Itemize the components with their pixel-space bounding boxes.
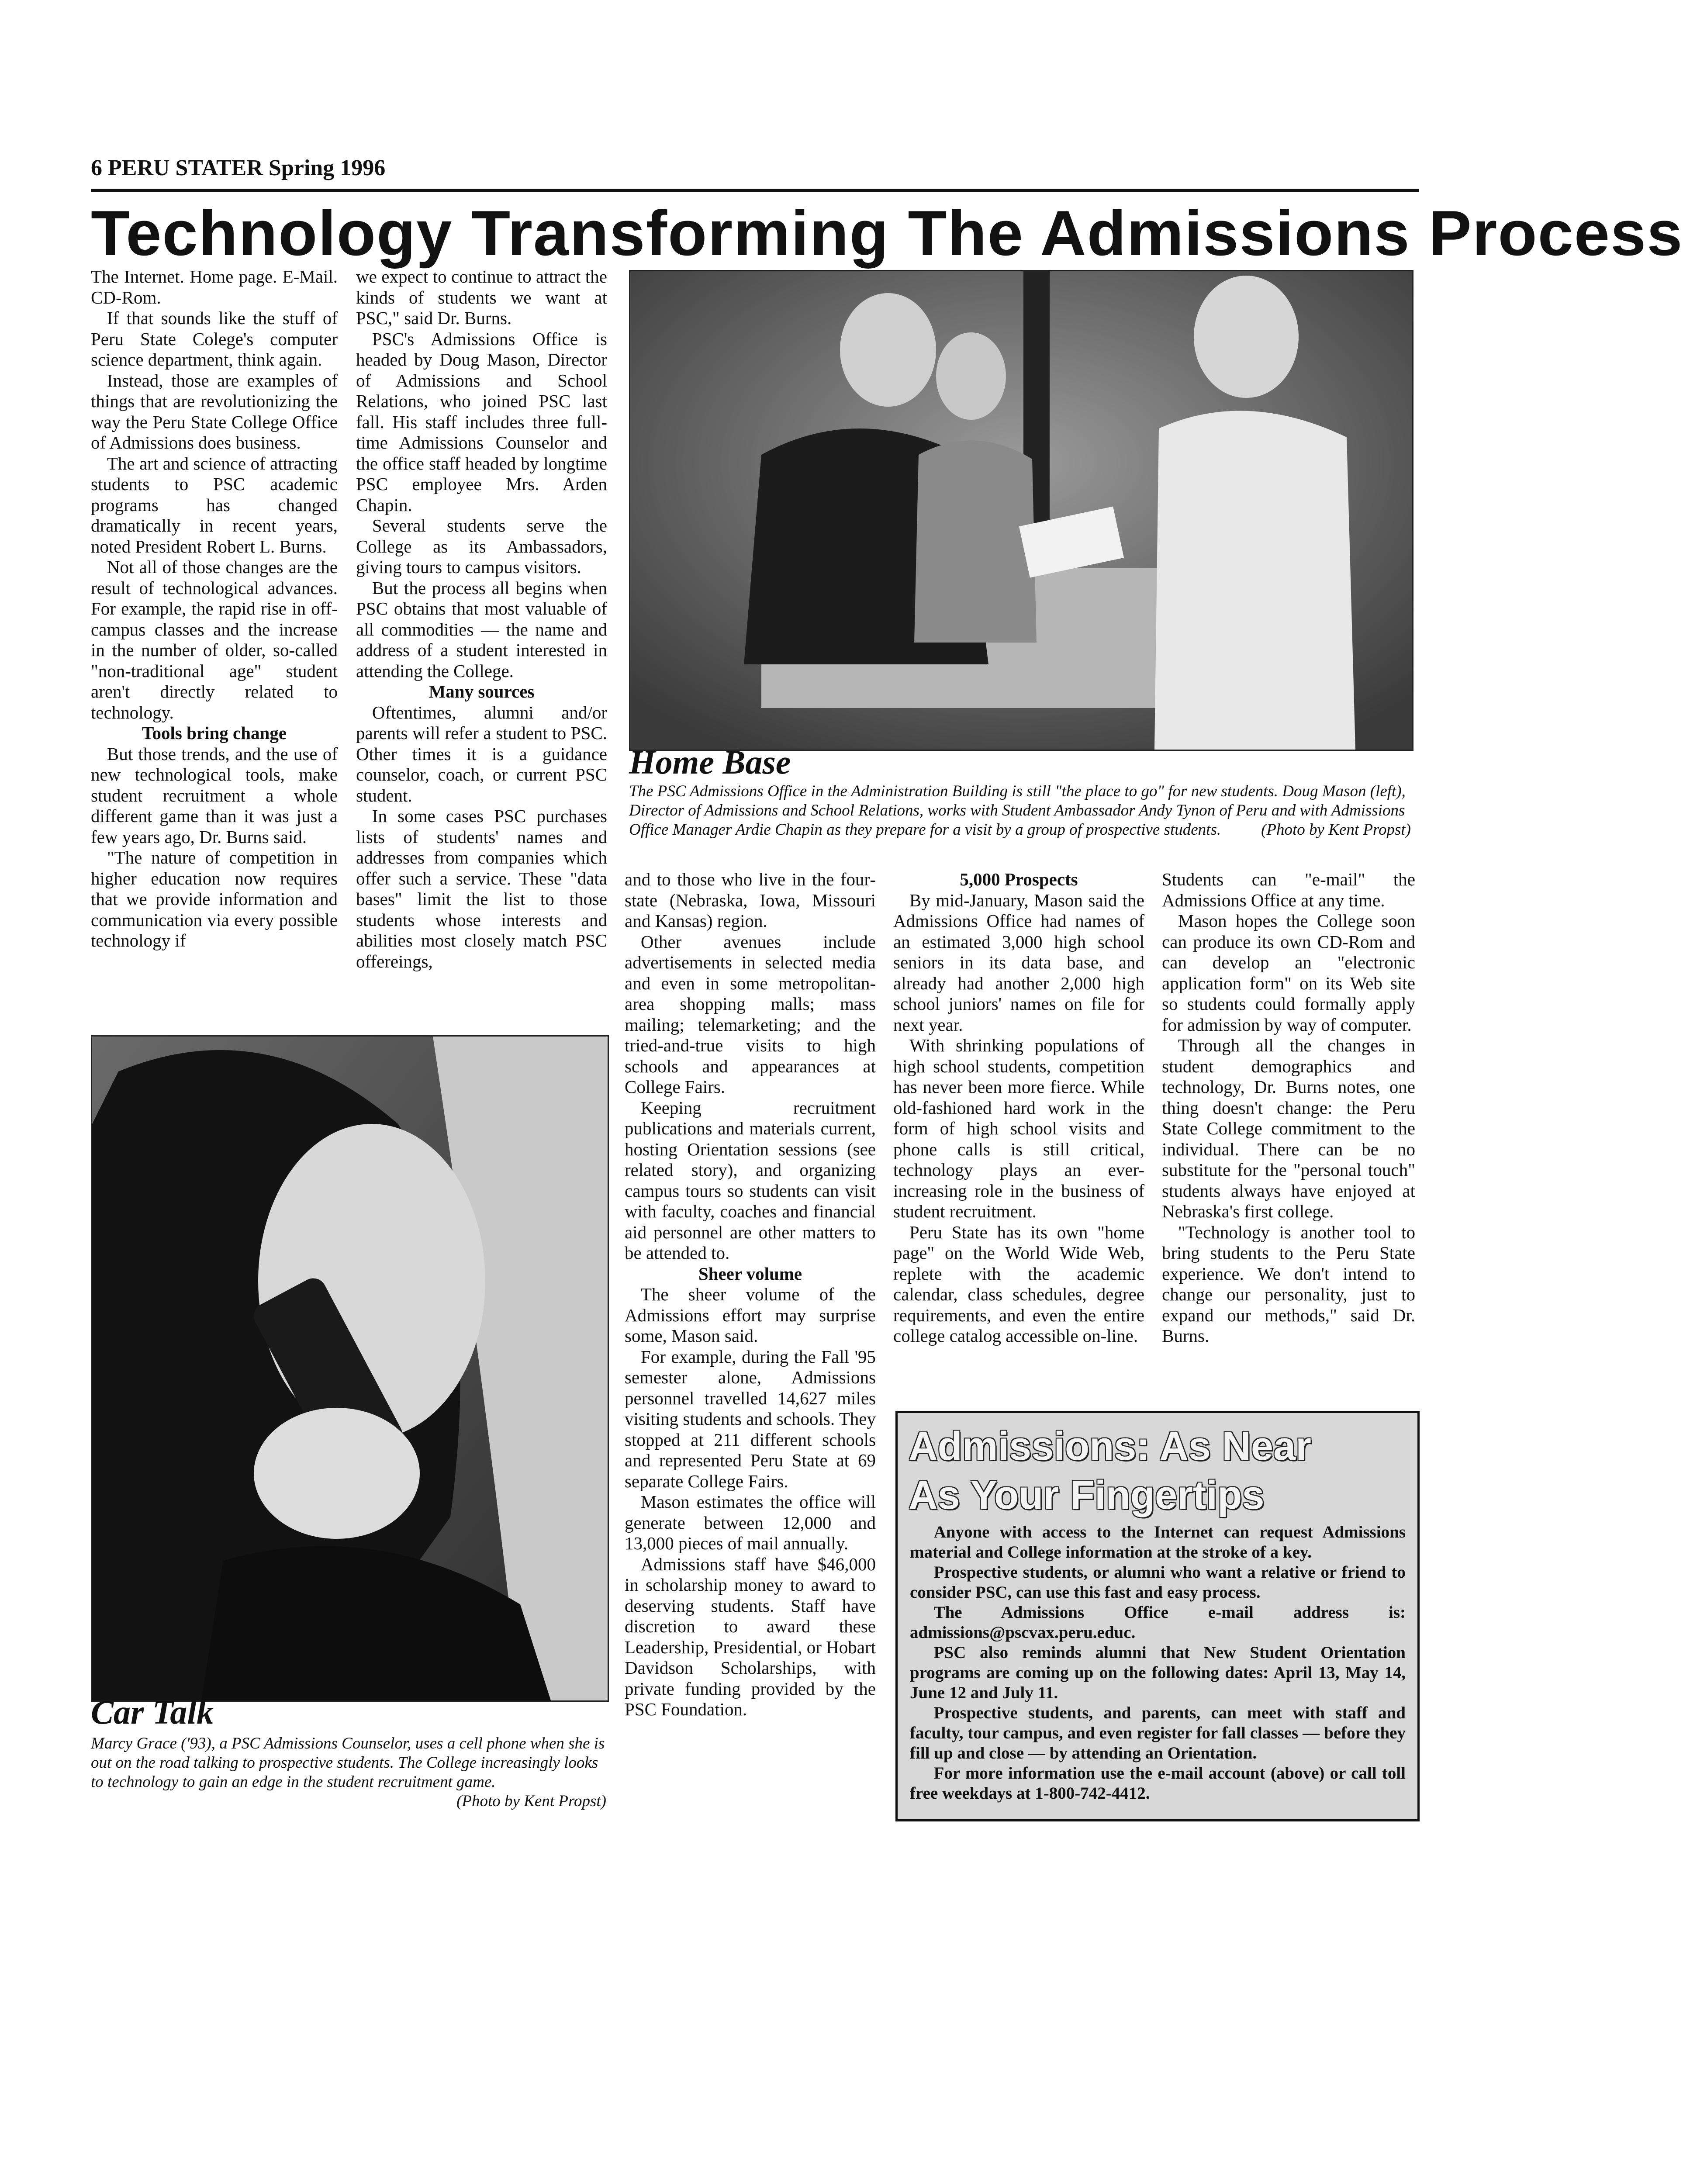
- paragraph: Oftentimes, alumni and/or parents will refer a student to PSC. Other times it is a guidance counselor, coach, or current PSC student.: [356, 702, 607, 805]
- car-talk-caption-title: Car Talk: [91, 1693, 214, 1731]
- paragraph: The art and science of attracting students to PSC academic programs has changed dramatically in recent years, noted President Robert L. Burns.: [91, 453, 338, 556]
- paragraph: Mason hopes the College soon can produce its own CD-Rom and can develop an "electronic application form" on its Web site so students could formally apply for admission by way of computer.: [1162, 911, 1415, 1035]
- caption-text: The PSC Admissions Office in the Administration Building is still "the place to go" for new students. Doug Mason (left), Director of Admissions and School Relations, works with Student Ambassador Andy Tynon of Peru and with Admissions Office Manager Ardie Chapin as they prepare for a visit by a group of prospective students.: [629, 782, 1406, 839]
- paragraph: But the process all begins when PSC obtains that most valuable of all commodities — the name and address of a student interested in attending the College.: [356, 577, 607, 681]
- paragraph: "The nature of competition in higher education now requires that we provide information and communication via every possible technology if: [91, 847, 338, 950]
- subheading: Sheer volume: [698, 1263, 802, 1284]
- photo-credit: (Photo by Kent Propst): [1261, 821, 1411, 839]
- article-column-3: [625, 869, 876, 1720]
- article-column-5: [1162, 869, 1415, 1347]
- paragraph: Instead, those are examples of things that are revolutionizing the way the Peru State College Office of Admissions does business.: [91, 370, 338, 453]
- paragraph: "Technology is another tool to bring students to the Peru State experience. We don't intend to change our personality, just to expand our methods," said Dr. Burns.: [1162, 1222, 1415, 1346]
- paragraph: Several students serve the College as its Ambassadors, giving tours to campus visitors.: [356, 515, 607, 577]
- sidebar-title-line: Admissions: As Near: [909, 1424, 1311, 1469]
- paragraph: If that sounds like the stuff of Peru State Colege's computer science department, think again.: [91, 308, 338, 370]
- article-headline: Technology Transforming The Admissions Process: [91, 197, 1683, 269]
- home-base-photo: [629, 270, 1413, 751]
- paragraph: Peru State has its own "home page" on the World Wide Web, replete with the academic calendar, class schedules, degree requirements, and even the entire college catalog accessible on-line.: [893, 1222, 1144, 1346]
- paragraph: Other avenues include advertisements in selected media and even in some metropolitan-area shopping malls; mass mailing; telemarketing; and the tried-and-true visits to high schools and appearances at College Fairs.: [625, 931, 876, 1097]
- header-rule: [91, 189, 1419, 192]
- photo-credit: (Photo by Kent Propst): [456, 1792, 606, 1810]
- paragraph: But those trends, and the use of new technological tools, make student recruitment a whole different game than it was just a few years ago, Dr. Burns said.: [91, 743, 338, 847]
- sidebar-title: [909, 1422, 1407, 1520]
- paragraph: In some cases PSC purchases lists of students' names and addresses from companies which offer such a service. These "data bases" limit the list to those students whose interests and abilities most closely match PSC offereings,: [356, 806, 607, 971]
- article-column-1: [91, 266, 338, 951]
- sidebar-title-line: As Your Fingertips: [909, 1473, 1265, 1517]
- paragraph: we expect to continue to attract the kinds of students we want at PSC," said Dr. Burns.: [356, 266, 607, 328]
- paragraph: With shrinking populations of high school students, competition has never been more fierce. While old-fashioned hard work in the form of high school visits and phone calls is still critical, technology plays an ever-increasing role in the business of student recruitment.: [893, 1035, 1144, 1221]
- paragraph: Anyone with access to the Internet can request Admissions material and College information at the stroke of a key.: [910, 1523, 1406, 1562]
- car-talk-caption: [91, 1734, 606, 1811]
- paragraph: The Admissions Office e-mail address is: admissions@pscvax.peru.educ.: [910, 1603, 1406, 1642]
- paragraph: The Internet. Home page. E-Mail. CD-Rom.: [91, 266, 338, 308]
- paragraph: Keeping recruitment publications and materials current, hosting Orientation sessions (see related story), and organizing campus tours so students can visit with faculty, coaches and financial aid personnel are other matters to be attended to.: [625, 1097, 876, 1263]
- paragraph: PSC's Admissions Office is headed by Doug Mason, Director of Admissions and School Relations, who joined PSC last fall. His staff includes three full-time Admissions Counselor and the office staff headed by longtime PSC employee Mrs. Arden Chapin.: [356, 328, 607, 515]
- home-base-caption: [629, 782, 1411, 840]
- caption-text: Marcy Grace ('93), a PSC Admissions Counselor, uses a cell phone when she is out on the road talking to prospective students. The College increasingly looks to technology to gain an edge in the student recruitment game.: [91, 1735, 605, 1791]
- article-column-2: [356, 266, 607, 972]
- paragraph: Mason estimates the office will generate between 12,000 and 13,000 pieces of mail annually.: [625, 1492, 876, 1553]
- paragraph: Through all the changes in student demographics and technology, Dr. Burns notes, one thing doesn't change: the Peru State College commitment to the individual. There can be no substitute for the "personal touch" students always have enjoyed at Nebraska's first college.: [1162, 1035, 1415, 1221]
- article-column-4: [893, 869, 1144, 1347]
- paragraph: The sheer volume of the Admissions effort may surprise some, Mason said.: [625, 1284, 876, 1346]
- page-folio: 6 PERU STATER Spring 1996: [91, 156, 386, 180]
- subheading: 5,000 Prospects: [960, 869, 1078, 889]
- paragraph: Prospective students, or alumni who want a relative or friend to consider PSC, can use this fast and easy process.: [910, 1563, 1406, 1602]
- admissions-sidebar: [895, 1411, 1420, 1821]
- subheading: Tools bring change: [142, 723, 287, 743]
- paragraph: By mid-January, Mason said the Admissions Office had names of an estimated 3,000 high school seniors in its data base, and already had another 2,000 high school juniors' names on file for next year.: [893, 890, 1144, 1035]
- paragraph: For example, during the Fall '95 semester alone, Admissions personnel travelled 14,627 miles visiting students and schools. They stopped at 211 different schools and represented Peru State at 69 separate College Fairs.: [625, 1346, 876, 1491]
- paragraph: Admissions staff have $46,000 in scholarship money to award to deserving students. Staff have discretion to award these Leadership, Presidential, or Hobart Davidson Scholarships, with private funding provided by the PSC Foundation.: [625, 1554, 876, 1719]
- home-base-caption-title: Home Base: [629, 743, 791, 781]
- car-talk-photo: [91, 1035, 609, 1702]
- paragraph: and to those who live in the four-state (Nebraska, Iowa, Missouri and Kansas) region.: [625, 869, 876, 931]
- paragraph: For more information use the e-mail account (above) or call toll free weekdays at 1-800-742-4412.: [910, 1764, 1406, 1803]
- paragraph: PSC also reminds alumni that New Student Orientation programs are coming up on the following dates: April 13, May 14, June 12 and July 11.: [910, 1643, 1406, 1702]
- paragraph: Prospective students, and parents, can meet with staff and faculty, tour campus, and even register for fall classes — before they fill up and close — by attending an Orientation.: [910, 1704, 1406, 1762]
- sidebar-body: [910, 1522, 1406, 1804]
- subheading: Many sources: [429, 681, 535, 702]
- paragraph: Not all of those changes are the result of technological advances. For example, the rapid rise in off-campus classes and the increase in the number of older, so-called "non-traditional age" student aren't directly related to technology.: [91, 557, 338, 722]
- paragraph: Students can "e-mail" the Admissions Office at any time.: [1162, 869, 1415, 910]
